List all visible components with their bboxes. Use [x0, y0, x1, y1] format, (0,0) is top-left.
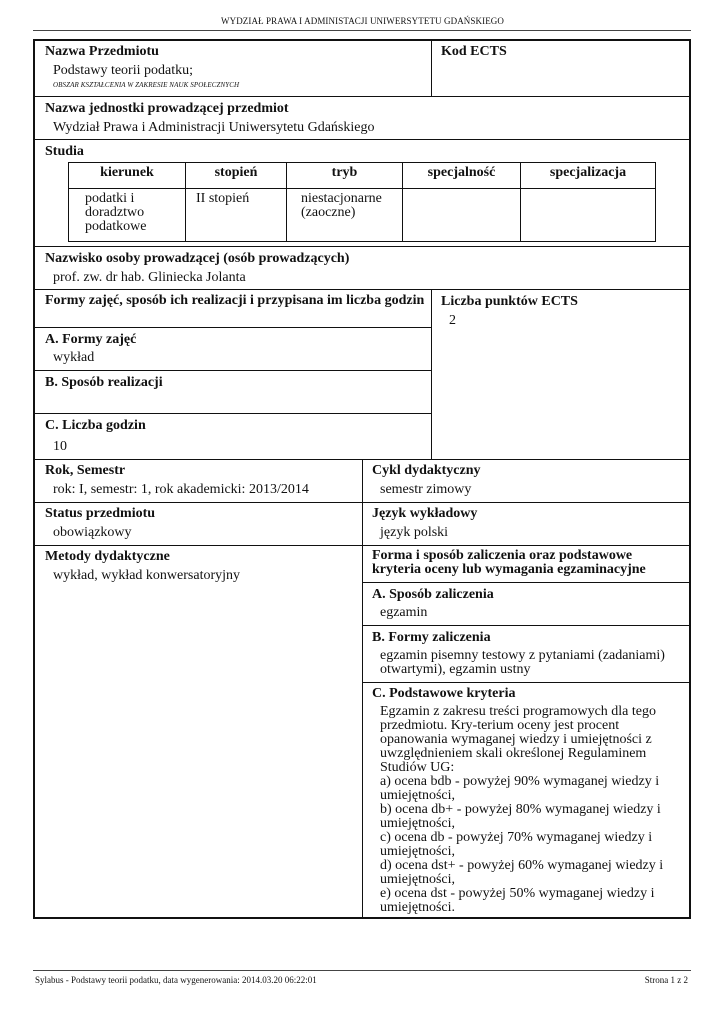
footer-text: Sylabus - Podstawy teorii podatku, data wygenerowania: 2014.03.20 06:22:01 [35, 975, 317, 985]
unit-value: Wydział Prawa i Administracji Uniwersytetu Gdańskiego [53, 120, 375, 135]
assessment-c-value: Egzamin z zakresu treści programowych dla tego przedmiotu. Kry-terium oceny jest procent opanowania wymaganej wiedzy i umiejętności z uwzględnieniem skali określonej Regulaminem Studiów UG: a) ocena bdb - powyżej 90% wymaganej wiedzy i umiejętności, b) ocena db+ - powyżej 80% wymaganej wiedzy i umiejętności, c) ocena db - powyżej 70% wymaganej wiedzy i umiejętności, d) ocena dst+ - powyżej 60% wymaganej wiedzy i umiejętności, e) ocena dst - powyżej 50% wymaganej wiedzy i umiejętności. [380, 704, 664, 915]
status-value: obowiązkowy [53, 525, 132, 540]
studies-col-specjalizacja: specjalizacja [521, 163, 656, 189]
forms-a-value: wykład [53, 350, 95, 365]
studies-col-kierunek: kierunek [69, 163, 186, 189]
studies-stopien-value: II stopień [186, 189, 287, 242]
forms-a-label: A. Formy zajęć [45, 332, 137, 347]
studies-label: Studia [45, 144, 84, 159]
assessment-a-value: egzamin [380, 605, 428, 620]
ects-points-cell [431, 289, 691, 460]
studies-specjalnosc-value [403, 189, 521, 242]
cycle-label: Cykl dydaktyczny [372, 463, 481, 478]
studies-specjalizacja-value [521, 189, 656, 242]
forms-c-value: 10 [53, 439, 67, 454]
studies-table [68, 162, 656, 242]
studies-col-specjalnosc: specjalność [403, 163, 521, 189]
forms-label: Formy zajęć, sposób ich realizacji i przypisana im liczba godzin [45, 293, 425, 308]
methods-cell [33, 545, 363, 919]
studies-tryb-value: niestacjonarne (zaoczne) [287, 189, 403, 242]
assessment-b-label: B. Formy zaliczenia [372, 630, 491, 645]
assessment-c-label: C. Podstawowe kryteria [372, 686, 516, 701]
status-label: Status przedmiotu [45, 506, 156, 521]
course-area: OBSZAR KSZTAŁCENIA W ZAKRESIE NAUK SPOŁECZNYCH [53, 81, 240, 89]
course-name-value: Podstawy teorii podatku; [53, 63, 193, 78]
page-header: WYDZIAŁ PRAWA I ADMINISTACJI UNIWERSYTETU GDAŃSKIEGO [221, 16, 504, 26]
unit-label: Nazwa jednostki prowadzącej przedmiot [45, 101, 289, 116]
page-number: Strona 1 z 2 [644, 975, 688, 985]
methods-label: Metody dydaktyczne [45, 549, 170, 564]
assessment-label: Forma i sposób zaliczenia oraz podstawowe kryteria oceny lub wymagania egzaminacyjne [372, 548, 646, 577]
lecturer-label: Nazwisko osoby prowadzącej (osób prowadzących) [45, 251, 350, 266]
cycle-value: semestr zimowy [380, 482, 472, 497]
assessment-b-value: egzamin pisemny testowy z pytaniami (zadaniami) otwartymi), egzamin ustny [380, 648, 665, 677]
course-name-label: Nazwa Przedmiotu [45, 44, 159, 59]
lecturer-value: prof. zw. dr hab. Gliniecka Jolanta [53, 270, 246, 285]
year-value: rok: I, semestr: 1, rok akademicki: 2013/2014 [53, 482, 309, 497]
forms-c-label: C. Liczba godzin [45, 418, 146, 433]
ects-points-label: Liczba punktów ECTS [441, 294, 578, 309]
studies-col-stopien: stopień [186, 163, 287, 189]
language-value: język polski [380, 525, 449, 540]
ects-points-value: 2 [449, 313, 456, 328]
header-divider [33, 30, 691, 31]
studies-kierunek-value: podatki i doradztwo podatkowe [69, 189, 186, 242]
year-label: Rok, Semestr [45, 463, 126, 478]
table-row [69, 189, 656, 242]
studies-col-tryb: tryb [287, 163, 403, 189]
ects-code-label: Kod ECTS [441, 44, 507, 59]
forms-b-label: B. Sposób realizacji [45, 375, 163, 390]
footer-divider [33, 970, 691, 971]
language-label: Język wykładowy [372, 506, 478, 521]
assessment-a-label: A. Sposób zaliczenia [372, 587, 494, 602]
methods-value: wykład, wykład konwersatoryjny [53, 568, 241, 583]
